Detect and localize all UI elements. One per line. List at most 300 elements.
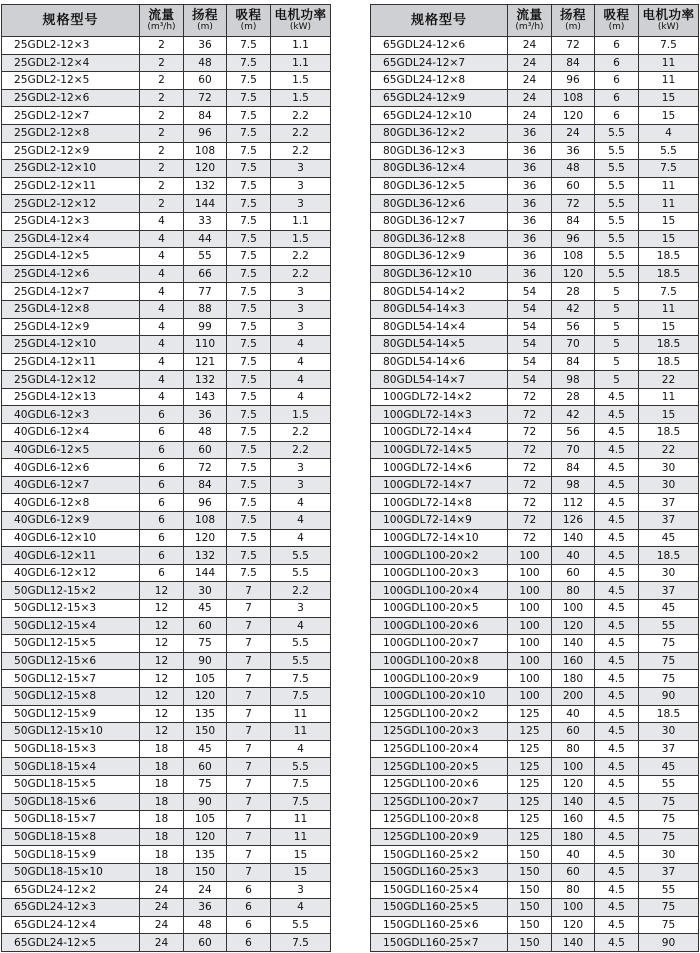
cell-suction: 5 bbox=[595, 336, 639, 354]
cell-suction: 7 bbox=[227, 846, 271, 864]
cell-suction: 7.5 bbox=[227, 529, 271, 547]
cell-model: 40GDL6-12×11 bbox=[2, 547, 140, 565]
cell-flow: 2 bbox=[140, 177, 184, 195]
cell-power: 75 bbox=[639, 635, 699, 653]
cell-power: 3 bbox=[271, 283, 331, 301]
cell-flow: 18 bbox=[140, 863, 184, 881]
cell-model: 150GDL160-25×3 bbox=[371, 863, 508, 881]
table-row bbox=[371, 371, 699, 389]
cell-head: 98 bbox=[552, 371, 595, 389]
cell-model: 65GDL24-12×6 bbox=[371, 37, 508, 55]
cell-model: 50GDL18-15×10 bbox=[2, 863, 140, 881]
cell-head: 110 bbox=[184, 336, 227, 354]
cell-power: 30 bbox=[639, 459, 699, 477]
cell-model: 80GDL36-12×7 bbox=[371, 212, 508, 230]
cell-suction: 7 bbox=[227, 617, 271, 635]
cell-flow: 18 bbox=[140, 775, 184, 793]
cell-flow: 4 bbox=[140, 265, 184, 283]
table-row bbox=[371, 758, 699, 776]
cell-power: 2.2 bbox=[271, 107, 331, 125]
cell-suction: 4.5 bbox=[595, 828, 639, 846]
cell-flow: 2 bbox=[140, 37, 184, 55]
cell-head: 108 bbox=[184, 142, 227, 160]
cell-power: 45 bbox=[639, 758, 699, 776]
table-row bbox=[2, 705, 331, 723]
cell-model: 65GDL24-12×2 bbox=[2, 881, 140, 899]
cell-flow: 54 bbox=[508, 318, 552, 336]
cell-suction: 7.5 bbox=[227, 265, 271, 283]
table-row bbox=[371, 863, 699, 881]
cell-model: 50GDL18-15×4 bbox=[2, 758, 140, 776]
cell-power: 45 bbox=[639, 600, 699, 618]
table-row bbox=[2, 160, 331, 178]
cell-power: 2.2 bbox=[271, 124, 331, 142]
cell-model: 80GDL36-12×6 bbox=[371, 195, 508, 213]
cell-suction: 7.5 bbox=[227, 212, 271, 230]
cell-suction: 6 bbox=[227, 881, 271, 899]
table-row bbox=[371, 318, 699, 336]
table-row bbox=[371, 494, 699, 512]
cell-flow: 12 bbox=[140, 617, 184, 635]
cell-flow: 2 bbox=[140, 107, 184, 125]
cell-power: 2.2 bbox=[271, 142, 331, 160]
table-row bbox=[2, 793, 331, 811]
cell-model: 40GDL6-12×8 bbox=[2, 494, 140, 512]
cell-flow: 100 bbox=[508, 687, 552, 705]
cell-suction: 4.5 bbox=[595, 617, 639, 635]
cell-model: 25GDL2-12×10 bbox=[2, 160, 140, 178]
header-suction: 吸程 (m) bbox=[227, 5, 271, 37]
cell-power: 18.5 bbox=[639, 265, 699, 283]
cell-model: 125GDL100-20×3 bbox=[371, 723, 508, 741]
cell-power: 75 bbox=[639, 916, 699, 934]
cell-head: 84 bbox=[552, 212, 595, 230]
cell-flow: 2 bbox=[140, 72, 184, 90]
table-row bbox=[371, 195, 699, 213]
cell-flow: 24 bbox=[508, 89, 552, 107]
cell-head: 42 bbox=[552, 300, 595, 318]
table-row bbox=[371, 353, 699, 371]
cell-suction: 7.5 bbox=[227, 107, 271, 125]
cell-head: 96 bbox=[184, 124, 227, 142]
cell-power: 11 bbox=[639, 388, 699, 406]
cell-head: 90 bbox=[184, 793, 227, 811]
cell-head: 36 bbox=[184, 406, 227, 424]
cell-head: 99 bbox=[184, 318, 227, 336]
cell-head: 42 bbox=[552, 406, 595, 424]
cell-model: 50GDL18-15×5 bbox=[2, 775, 140, 793]
cell-head: 132 bbox=[184, 547, 227, 565]
cell-suction: 6 bbox=[227, 899, 271, 917]
cell-flow: 6 bbox=[140, 547, 184, 565]
table-row bbox=[2, 265, 331, 283]
table-row bbox=[2, 441, 331, 459]
cell-model: 50GDL18-15×8 bbox=[2, 828, 140, 846]
cell-flow: 2 bbox=[140, 89, 184, 107]
cell-flow: 4 bbox=[140, 388, 184, 406]
table-row bbox=[2, 89, 331, 107]
cell-head: 120 bbox=[184, 160, 227, 178]
cell-power: 15 bbox=[639, 89, 699, 107]
cell-model: 150GDL160-25×6 bbox=[371, 916, 508, 934]
cell-flow: 2 bbox=[140, 142, 184, 160]
cell-head: 33 bbox=[184, 212, 227, 230]
cell-power: 30 bbox=[639, 846, 699, 864]
table-row bbox=[371, 582, 699, 600]
table-row bbox=[2, 283, 331, 301]
cell-head: 36 bbox=[184, 899, 227, 917]
cell-flow: 100 bbox=[508, 600, 552, 618]
cell-flow: 18 bbox=[140, 846, 184, 864]
cell-power: 55 bbox=[639, 775, 699, 793]
cell-flow: 125 bbox=[508, 705, 552, 723]
cell-flow: 36 bbox=[508, 265, 552, 283]
cell-head: 60 bbox=[184, 441, 227, 459]
cell-head: 100 bbox=[552, 600, 595, 618]
cell-suction: 4.5 bbox=[595, 775, 639, 793]
cell-power: 75 bbox=[639, 793, 699, 811]
cell-flow: 12 bbox=[140, 635, 184, 653]
cell-head: 40 bbox=[552, 846, 595, 864]
cell-suction: 5.5 bbox=[595, 248, 639, 266]
cell-power: 2.2 bbox=[271, 265, 331, 283]
header-model: 规格型号 bbox=[2, 5, 140, 37]
cell-suction: 4.5 bbox=[595, 476, 639, 494]
cell-power: 2.2 bbox=[271, 424, 331, 442]
table-body-left bbox=[2, 37, 331, 952]
table-row bbox=[2, 318, 331, 336]
cell-head: 96 bbox=[552, 72, 595, 90]
cell-flow: 4 bbox=[140, 371, 184, 389]
cell-head: 24 bbox=[552, 124, 595, 142]
cell-flow: 72 bbox=[508, 476, 552, 494]
cell-head: 96 bbox=[184, 494, 227, 512]
cell-suction: 7.5 bbox=[227, 318, 271, 336]
cell-power: 1.5 bbox=[271, 230, 331, 248]
cell-head: 70 bbox=[552, 441, 595, 459]
table-row bbox=[2, 723, 331, 741]
table-row bbox=[371, 934, 699, 952]
cell-power: 7.5 bbox=[271, 670, 331, 688]
cell-model: 125GDL100-20×9 bbox=[371, 828, 508, 846]
cell-head: 108 bbox=[552, 248, 595, 266]
cell-head: 30 bbox=[184, 582, 227, 600]
cell-power: 45 bbox=[639, 529, 699, 547]
cell-power: 7.5 bbox=[271, 934, 331, 952]
cell-model: 25GDL4-12×10 bbox=[2, 336, 140, 354]
cell-power: 18.5 bbox=[639, 336, 699, 354]
cell-head: 60 bbox=[552, 863, 595, 881]
cell-head: 56 bbox=[552, 318, 595, 336]
cell-flow: 6 bbox=[140, 529, 184, 547]
table-row bbox=[2, 600, 331, 618]
table-row bbox=[2, 353, 331, 371]
cell-head: 120 bbox=[184, 687, 227, 705]
header-power: 电机功率 (kW) bbox=[639, 5, 699, 37]
cell-power: 37 bbox=[639, 582, 699, 600]
cell-power: 18.5 bbox=[639, 547, 699, 565]
cell-power: 3 bbox=[271, 881, 331, 899]
cell-power: 7.5 bbox=[639, 283, 699, 301]
cell-power: 1.1 bbox=[271, 37, 331, 55]
cell-head: 24 bbox=[184, 881, 227, 899]
cell-head: 105 bbox=[184, 811, 227, 829]
cell-model: 65GDL24-12×3 bbox=[2, 899, 140, 917]
table-row bbox=[2, 670, 331, 688]
cell-power: 22 bbox=[639, 371, 699, 389]
table-row bbox=[371, 37, 699, 55]
table-row bbox=[2, 142, 331, 160]
cell-flow: 100 bbox=[508, 547, 552, 565]
table-row bbox=[2, 248, 331, 266]
cell-suction: 7 bbox=[227, 670, 271, 688]
cell-power: 7.5 bbox=[639, 37, 699, 55]
cell-flow: 18 bbox=[140, 740, 184, 758]
cell-head: 100 bbox=[552, 758, 595, 776]
cell-model: 80GDL36-12×3 bbox=[371, 142, 508, 160]
table-row bbox=[371, 177, 699, 195]
cell-model: 50GDL12-15×6 bbox=[2, 652, 140, 670]
cell-head: 66 bbox=[184, 265, 227, 283]
cell-suction: 4.5 bbox=[595, 406, 639, 424]
cell-power: 75 bbox=[639, 670, 699, 688]
cell-suction: 4.5 bbox=[595, 846, 639, 864]
table-row bbox=[371, 406, 699, 424]
cell-head: 160 bbox=[552, 652, 595, 670]
cell-flow: 6 bbox=[140, 459, 184, 477]
cell-head: 80 bbox=[552, 740, 595, 758]
cell-flow: 54 bbox=[508, 336, 552, 354]
table-row bbox=[2, 617, 331, 635]
cell-suction: 4.5 bbox=[595, 424, 639, 442]
cell-model: 100GDL100-20×8 bbox=[371, 652, 508, 670]
cell-power: 1.1 bbox=[271, 54, 331, 72]
cell-head: 48 bbox=[184, 916, 227, 934]
cell-head: 112 bbox=[552, 494, 595, 512]
table-row bbox=[371, 300, 699, 318]
cell-flow: 54 bbox=[508, 283, 552, 301]
cell-power: 4 bbox=[271, 336, 331, 354]
cell-head: 72 bbox=[552, 195, 595, 213]
cell-model: 40GDL6-12×9 bbox=[2, 512, 140, 530]
cell-head: 132 bbox=[184, 177, 227, 195]
cell-power: 3 bbox=[271, 600, 331, 618]
cell-model: 25GDL4-12×3 bbox=[2, 212, 140, 230]
cell-suction: 6 bbox=[595, 54, 639, 72]
cell-model: 25GDL2-12×7 bbox=[2, 107, 140, 125]
cell-model: 100GDL100-20×4 bbox=[371, 582, 508, 600]
cell-flow: 100 bbox=[508, 582, 552, 600]
cell-flow: 125 bbox=[508, 793, 552, 811]
cell-flow: 125 bbox=[508, 740, 552, 758]
cell-suction: 7.5 bbox=[227, 336, 271, 354]
cell-flow: 12 bbox=[140, 705, 184, 723]
cell-power: 75 bbox=[639, 828, 699, 846]
cell-power: 5.5 bbox=[271, 635, 331, 653]
cell-model: 50GDL12-15×9 bbox=[2, 705, 140, 723]
cell-head: 40 bbox=[552, 705, 595, 723]
cell-head: 60 bbox=[184, 617, 227, 635]
cell-suction: 5.5 bbox=[595, 212, 639, 230]
cell-flow: 150 bbox=[508, 899, 552, 917]
cell-flow: 24 bbox=[140, 934, 184, 952]
cell-model: 25GDL4-12×6 bbox=[2, 265, 140, 283]
cell-power: 15 bbox=[639, 107, 699, 125]
cell-flow: 150 bbox=[508, 846, 552, 864]
cell-model: 50GDL12-15×3 bbox=[2, 600, 140, 618]
cell-model: 25GDL4-12×9 bbox=[2, 318, 140, 336]
cell-head: 56 bbox=[552, 424, 595, 442]
table-row bbox=[2, 529, 331, 547]
cell-power: 11 bbox=[639, 72, 699, 90]
table-row bbox=[371, 459, 699, 477]
cell-head: 80 bbox=[552, 582, 595, 600]
cell-head: 45 bbox=[184, 740, 227, 758]
cell-head: 96 bbox=[552, 230, 595, 248]
cell-model: 50GDL18-15×9 bbox=[2, 846, 140, 864]
table-row bbox=[371, 881, 699, 899]
cell-model: 40GDL6-12×7 bbox=[2, 476, 140, 494]
cell-flow: 24 bbox=[140, 899, 184, 917]
cell-head: 126 bbox=[552, 512, 595, 530]
cell-suction: 7.5 bbox=[227, 283, 271, 301]
table-row bbox=[371, 107, 699, 125]
cell-model: 25GDL4-12×8 bbox=[2, 300, 140, 318]
cell-flow: 12 bbox=[140, 600, 184, 618]
cell-model: 80GDL54-14×6 bbox=[371, 353, 508, 371]
cell-suction: 5.5 bbox=[595, 124, 639, 142]
table-row bbox=[371, 265, 699, 283]
table-row bbox=[371, 160, 699, 178]
cell-model: 100GDL72-14×2 bbox=[371, 388, 508, 406]
cell-head: 100 bbox=[552, 899, 595, 917]
cell-flow: 6 bbox=[140, 406, 184, 424]
table-row bbox=[2, 846, 331, 864]
cell-power: 3 bbox=[271, 177, 331, 195]
cell-head: 36 bbox=[184, 37, 227, 55]
cell-suction: 4.5 bbox=[595, 863, 639, 881]
cell-model: 50GDL12-15×2 bbox=[2, 582, 140, 600]
cell-suction: 7 bbox=[227, 775, 271, 793]
table-row bbox=[2, 828, 331, 846]
cell-flow: 4 bbox=[140, 336, 184, 354]
cell-model: 100GDL100-20×3 bbox=[371, 564, 508, 582]
cell-head: 120 bbox=[552, 916, 595, 934]
cell-flow: 6 bbox=[140, 476, 184, 494]
cell-flow: 24 bbox=[508, 54, 552, 72]
table-row bbox=[2, 687, 331, 705]
cell-power: 4 bbox=[271, 740, 331, 758]
cell-head: 48 bbox=[184, 54, 227, 72]
cell-power: 11 bbox=[271, 811, 331, 829]
cell-head: 60 bbox=[552, 564, 595, 582]
cell-flow: 4 bbox=[140, 353, 184, 371]
cell-power: 75 bbox=[639, 811, 699, 829]
cell-suction: 7 bbox=[227, 793, 271, 811]
cell-power: 1.5 bbox=[271, 89, 331, 107]
cell-power: 15 bbox=[639, 318, 699, 336]
cell-model: 65GDL24-12×8 bbox=[371, 72, 508, 90]
cell-suction: 5.5 bbox=[595, 160, 639, 178]
cell-suction: 6 bbox=[595, 107, 639, 125]
cell-flow: 6 bbox=[140, 441, 184, 459]
cell-model: 25GDL2-12×3 bbox=[2, 37, 140, 55]
cell-flow: 6 bbox=[140, 494, 184, 512]
cell-model: 100GDL100-20×9 bbox=[371, 670, 508, 688]
cell-head: 160 bbox=[552, 811, 595, 829]
cell-suction: 7.5 bbox=[227, 494, 271, 512]
cell-suction: 7.5 bbox=[227, 371, 271, 389]
table-row bbox=[371, 899, 699, 917]
cell-power: 4 bbox=[271, 512, 331, 530]
cell-power: 18.5 bbox=[639, 705, 699, 723]
cell-suction: 7 bbox=[227, 635, 271, 653]
cell-head: 84 bbox=[552, 459, 595, 477]
cell-model: 100GDL100-20×10 bbox=[371, 687, 508, 705]
cell-head: 144 bbox=[184, 195, 227, 213]
cell-flow: 18 bbox=[140, 793, 184, 811]
cell-model: 80GDL36-12×10 bbox=[371, 265, 508, 283]
cell-suction: 7.5 bbox=[227, 459, 271, 477]
cell-flow: 4 bbox=[140, 283, 184, 301]
cell-model: 25GDL2-12×6 bbox=[2, 89, 140, 107]
table-row bbox=[2, 635, 331, 653]
cell-head: 120 bbox=[184, 529, 227, 547]
cell-power: 7.5 bbox=[271, 775, 331, 793]
cell-suction: 4.5 bbox=[595, 600, 639, 618]
cell-head: 60 bbox=[552, 723, 595, 741]
table-row bbox=[371, 916, 699, 934]
cell-suction: 6 bbox=[227, 916, 271, 934]
cell-head: 28 bbox=[552, 283, 595, 301]
cell-flow: 100 bbox=[508, 635, 552, 653]
cell-power: 5.5 bbox=[271, 758, 331, 776]
cell-suction: 5.5 bbox=[595, 142, 639, 160]
cell-head: 135 bbox=[184, 846, 227, 864]
cell-flow: 4 bbox=[140, 300, 184, 318]
cell-head: 143 bbox=[184, 388, 227, 406]
cell-suction: 7.5 bbox=[227, 441, 271, 459]
cell-flow: 72 bbox=[508, 529, 552, 547]
cell-suction: 5.5 bbox=[595, 265, 639, 283]
table-row bbox=[2, 652, 331, 670]
cell-power: 7.5 bbox=[271, 687, 331, 705]
cell-model: 150GDL160-25×2 bbox=[371, 846, 508, 864]
table-row bbox=[371, 723, 699, 741]
cell-head: 98 bbox=[552, 476, 595, 494]
cell-flow: 24 bbox=[140, 916, 184, 934]
cell-suction: 4.5 bbox=[595, 705, 639, 723]
table-row bbox=[371, 248, 699, 266]
cell-model: 150GDL160-25×4 bbox=[371, 881, 508, 899]
cell-model: 125GDL100-20×8 bbox=[371, 811, 508, 829]
cell-head: 84 bbox=[184, 476, 227, 494]
table-header-row bbox=[371, 5, 699, 37]
cell-suction: 4.5 bbox=[595, 459, 639, 477]
table-row bbox=[2, 230, 331, 248]
cell-model: 50GDL18-15×7 bbox=[2, 811, 140, 829]
cell-model: 100GDL72-14×4 bbox=[371, 424, 508, 442]
cell-head: 105 bbox=[184, 670, 227, 688]
cell-power: 90 bbox=[639, 934, 699, 952]
cell-head: 84 bbox=[552, 54, 595, 72]
cell-flow: 125 bbox=[508, 758, 552, 776]
cell-suction: 7.5 bbox=[227, 160, 271, 178]
cell-model: 80GDL36-12×4 bbox=[371, 160, 508, 178]
cell-model: 125GDL100-20×6 bbox=[371, 775, 508, 793]
cell-suction: 5 bbox=[595, 283, 639, 301]
table-row bbox=[371, 547, 699, 565]
